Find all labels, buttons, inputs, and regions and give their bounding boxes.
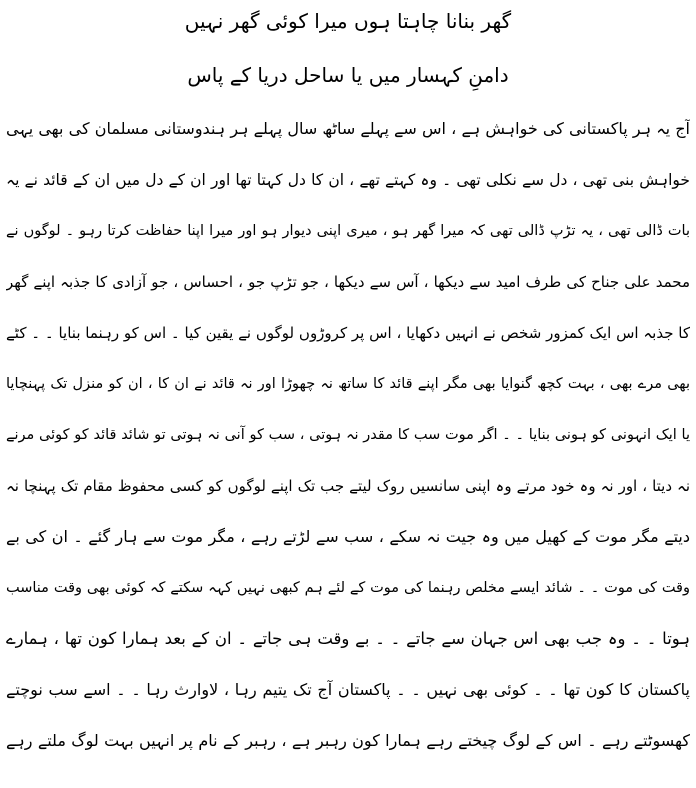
body-line-2: خواہش بنی تھی ، دل سے نکلی تھی ۔ وہ کہتے تھے ، ان کا دل کہتا تھا اور ان کے دل میں ان کے قائد نے یہ [6,171,690,189]
body-line-13: کھسوٹتے رہے ۔ اس کے لوگ چیختے رہے ہمارا کون رہبر ہے ، رہبر کے نام پر انہیں بہت لوگ ملتے رہے [6,731,690,750]
body-line-10: وقت کی موت ۔ ۔ شائد ایسے مخلص رہنما کی موت کے لئے ہم کبھی نہیں کہہ سکتے کہ کوئی بھی وقت مناسب [6,580,690,596]
body-line-6: بھی مرے بھی ، بہت کچھ گنوایا بھی مگر اپنے قائد کا ساتھ نہ چھوڑا اور نہ قائد نے ان کا ، ان کو منزل تک پہنچایا [6,376,690,392]
body-line-9: دیتے مگر موت کے کھیل میں وہ جیت نہ سکے ، سب سے لڑتے رہے ، مگر موت سے ہار گئے ۔ ان کی بے [6,527,690,546]
poem-heading-line-2: دامنِ کہسار میں یا ساحل دریا کے پاس [187,63,509,87]
body-line-7: یا ایک انہونی کو ہونی بنایا ۔ ۔ اگر موت سب کا مقدر نہ ہوتی ، سب کو آنی نہ ہوتی تو شائد قائد کو کوئی مرنے [6,427,690,443]
body-line-5: کا جذبہ اس ایک کمزور شخص نے انہیں دکھایا ، اس پر کروڑوں لوگوں نے یقین کیا ۔ اس کو رہنما بنایا ۔ ۔ کٹے [6,324,690,342]
body-line-11: ہوتا ۔ ۔ وہ جب بھی اس جہان سے جاتے ۔ ۔ بے وقت ہی جاتے ۔ ان کے بعد ہمارا کون تھا ، ہمارے [6,629,690,648]
body-line-12: پاکستان کا کون تھا ۔ ۔ کوئی بھی نہیں ۔ ۔ پاکستان آج تک یتیم رہا ، لاوارث رہا ۔ ۔ اسے سب نوچتے [6,680,690,699]
poem-heading-line-1: گھر بنانا چاہتا ہوں میرا کوئی گھر نہیں [184,9,512,33]
body-line-1: آج یہ ہر پاکستانی کی خواہش ہے ، اس سے پہلے ساٹھ سال پہلے ہر ہندوستانی مسلمان کی بھی یہی [6,119,690,138]
body-line-8: نہ دیتا ، اور نہ وہ خود مرتے وہ اپنی سانسیں روک لیتے جب تک اپنے لوگوں کو کسی محفوظ مقام تک پہنچا نہ [6,477,690,495]
body-line-4: محمد علی جناح کی طرف امید سے دیکھا ، آس سے دیکھا ، جو تڑپ جو ، احساس ، جو آزادی کا جذبہ اپنے گھر [6,273,690,291]
body-line-3: بات ڈالی تھی ، یہ تڑپ ڈالی تھی کہ میرا گھر ہو ، میری اپنی دیوار ہو اور میرا اپنا حفاظت کرتا رہو ۔ لوگوں نے [6,223,690,239]
